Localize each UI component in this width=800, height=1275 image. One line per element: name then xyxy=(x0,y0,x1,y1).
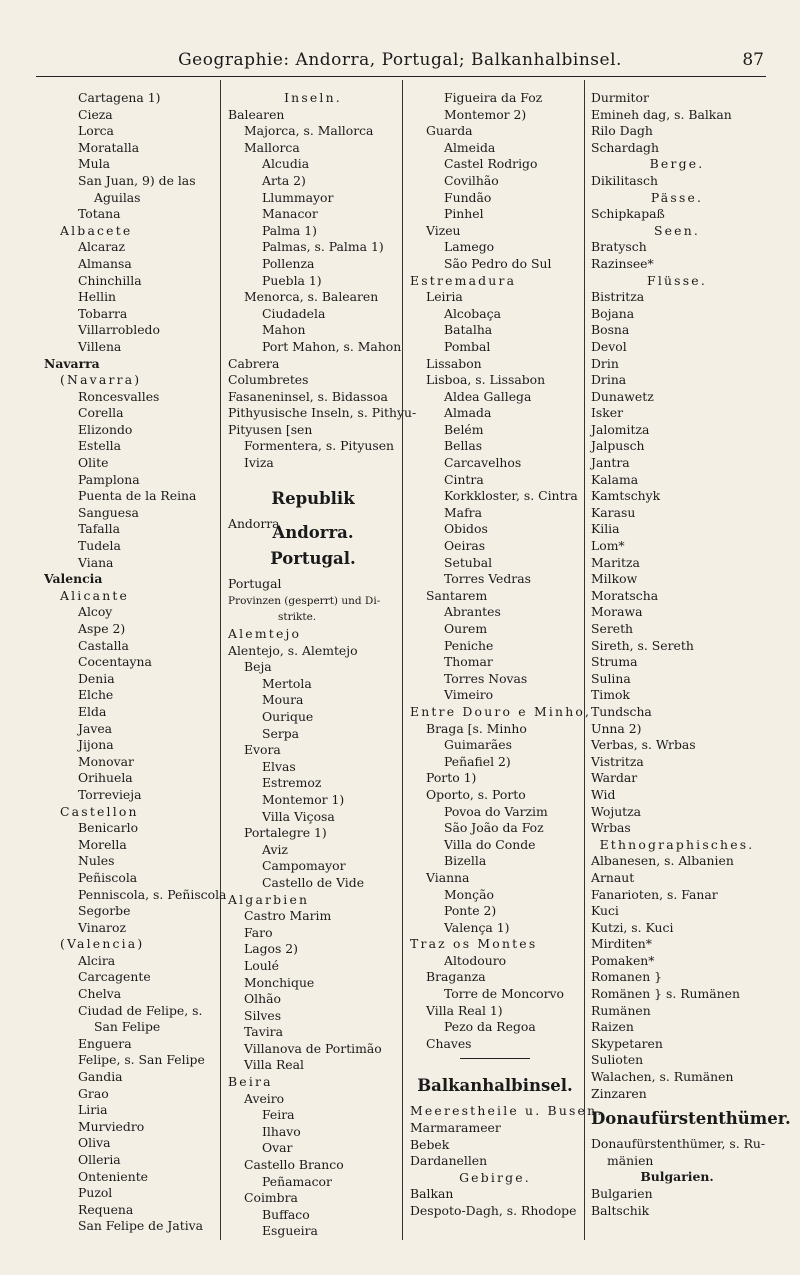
index-entry: Tudela xyxy=(78,538,121,554)
index-entry: Peñafiel 2) xyxy=(444,753,511,769)
index-entry: Sulina xyxy=(591,670,631,686)
index-entry: Braganza xyxy=(426,969,486,985)
index-entry: Ponte 2) xyxy=(444,903,497,919)
index-entry: Iviza xyxy=(244,455,274,471)
index-entry: Elche xyxy=(78,687,114,703)
subsection-heading: Gebirge. xyxy=(459,1169,531,1185)
index-entry: Jantra xyxy=(591,455,630,471)
index-entry: Pityusen [sen xyxy=(228,421,313,437)
index-entry: Columbretes xyxy=(228,372,309,388)
index-entry: Torre de Moncorvo xyxy=(444,986,564,1002)
index-entry: Romänen } s. Rumänen xyxy=(591,986,740,1002)
index-entry: Dikilitasch xyxy=(591,172,658,188)
index-entry: Fasaneninsel, s. Bidassoa xyxy=(228,388,388,404)
index-entry: Obidos xyxy=(444,521,488,537)
index-entry: Tafalla xyxy=(78,521,120,537)
index-entry: Puenta de la Reina xyxy=(78,488,197,504)
index-entry: Wojutza xyxy=(591,803,642,819)
index-entry: Braga [s. Minho xyxy=(426,720,527,736)
index-entry: Altodouro xyxy=(444,952,507,968)
index-entry: Estremoz xyxy=(262,775,322,791)
index-entry: Gandia xyxy=(78,1069,123,1085)
index-entry: Timok xyxy=(591,687,630,703)
index-entry: Cabrera xyxy=(228,355,280,371)
subsection-heading: Inseln. xyxy=(284,90,342,105)
index-entry: Ovar xyxy=(262,1140,293,1156)
index-entry: Faro xyxy=(244,924,273,940)
index-entry: Fanarioten, s. Fanar xyxy=(591,886,718,902)
index-entry: Campomayor xyxy=(262,858,346,874)
index-entry: Emineh dag, s. Balkan xyxy=(591,106,732,122)
index-entry: Cintra xyxy=(444,471,484,487)
index-entry: Puebla 1) xyxy=(262,272,322,288)
index-entry: Moratscha xyxy=(591,587,659,603)
index-entry: Guarda xyxy=(426,123,473,139)
index-entry: Elvas xyxy=(262,758,296,774)
index-entry: Javea xyxy=(78,720,113,736)
index-entry: Ilhavo xyxy=(262,1123,301,1139)
index-entry: Castello de Vide xyxy=(262,874,365,890)
index-entry: Montemor 2) xyxy=(444,106,527,122)
index-entry: Ourem xyxy=(444,621,488,636)
index-entry: Feira xyxy=(262,1107,295,1123)
index-entry: Chelva xyxy=(78,986,122,1002)
index-entry: Beira xyxy=(228,1074,273,1090)
index-entry: Lom* xyxy=(591,538,625,554)
index-entry: Dardanellen xyxy=(410,1153,488,1169)
index-entry: Bebek xyxy=(410,1136,450,1152)
index-entry: Pamplona xyxy=(78,471,140,487)
index-entry: Alcobaça xyxy=(444,305,501,321)
index-entry: Carcavelhos xyxy=(444,455,522,471)
index-entry: Ciudadela xyxy=(262,305,326,321)
index-entry: Guimarães xyxy=(444,737,512,753)
index-entry: Montemor 1) xyxy=(262,791,345,807)
index-entry: (Valencia) xyxy=(60,936,145,952)
index-entry: Donaufürstenthümer, s. Ru- xyxy=(591,1136,766,1152)
region-heading: Valencia xyxy=(44,571,103,587)
column-divider xyxy=(402,80,403,1240)
index-entry: Drina xyxy=(591,372,627,388)
page-title: Geographie: Andorra, Portugal; Balkanhalbinsel. xyxy=(178,50,622,70)
index-entry: Wardar xyxy=(591,770,638,786)
index-entry: Tundscha xyxy=(591,703,652,719)
index-entry: Wid xyxy=(591,786,616,802)
index-entry: (Navarra) xyxy=(60,372,142,388)
index-entry: Lamego xyxy=(444,239,495,255)
index-entry: Portalegre 1) xyxy=(244,825,327,841)
index-entry: Sireth, s. Sereth xyxy=(591,637,694,653)
index-entry: Schardagh xyxy=(591,139,659,155)
section-heading: Republik Andorra. xyxy=(271,488,355,542)
index-entry: Arta 2) xyxy=(262,172,306,188)
subsection-heading: Berge. xyxy=(649,156,705,172)
index-entry: Beja xyxy=(244,659,272,675)
index-entry: Wrbas xyxy=(591,820,631,836)
index-entry: Roncesvalles xyxy=(78,388,160,404)
index-entry: Totana xyxy=(78,206,121,222)
header-rule xyxy=(36,76,766,77)
index-entry: Puzol xyxy=(78,1185,113,1201)
index-entry: Albanesen, s. Albanien xyxy=(591,853,734,869)
index-entry: Traz os Montes xyxy=(410,936,538,952)
column-divider xyxy=(220,80,221,1240)
index-entry: Pollenza xyxy=(262,255,315,271)
index-entry: Lissabon xyxy=(426,355,482,371)
index-entry: Villa Real 1) xyxy=(426,1002,503,1018)
index-entry: Porto 1) xyxy=(426,770,477,786)
index-entry: San Felipe xyxy=(94,1019,161,1035)
index-entry: Alemtejo xyxy=(228,626,302,642)
index-entry: Zinzaren xyxy=(591,1085,647,1101)
index-entry: Corella xyxy=(78,405,124,421)
index-entry: Elda xyxy=(78,703,107,719)
index-entry: Villena xyxy=(78,338,122,354)
index-entry: Schipkapaß xyxy=(591,206,665,222)
subsection-heading: Flüsse. xyxy=(647,272,707,288)
index-entry: Abrantes xyxy=(444,604,501,620)
column-divider xyxy=(584,80,585,1240)
index-entry: Evora xyxy=(244,742,281,758)
index-entry: mänien xyxy=(607,1152,654,1168)
index-entry: Unna 2) xyxy=(591,720,642,736)
index-column-4 xyxy=(591,90,791,1219)
index-entry: Skypetaren xyxy=(591,1035,663,1051)
index-entry: Sulioten xyxy=(591,1052,644,1068)
index-entry: Tobarra xyxy=(78,305,128,321)
index-entry: Viana xyxy=(78,554,114,570)
index-entry: Kalama xyxy=(591,471,639,487)
index-entry: Bulgarien xyxy=(591,1186,653,1201)
index-entry: Andorra xyxy=(228,515,280,531)
index-entry: Castel Rodrigo xyxy=(444,156,538,172)
index-entry: Olite xyxy=(78,455,109,471)
index-entry: Karasu xyxy=(591,504,636,520)
index-entry: Balearen xyxy=(228,106,285,122)
index-entry: Hellin xyxy=(78,289,117,305)
index-entry: Peniche xyxy=(444,637,494,653)
index-entry: Dunawetz xyxy=(591,388,654,404)
index-entry: Arnaut xyxy=(591,869,635,885)
index-entry: Figueira da Foz xyxy=(444,90,543,105)
index-entry: Raizen xyxy=(591,1019,634,1035)
page-number: 87 xyxy=(742,50,764,70)
index-entry: Aguilas xyxy=(94,189,141,205)
index-entry: Almeida xyxy=(444,139,496,155)
index-entry: Formentera, s. Pityusen xyxy=(244,438,395,454)
index-entry: Kilia xyxy=(591,521,620,537)
index-entry: Bistritza xyxy=(591,289,645,305)
index-entry: Oliva xyxy=(78,1135,111,1151)
index-entry: Enguera xyxy=(78,1035,132,1051)
index-column-1 xyxy=(44,90,227,1235)
index-entry: Pomaken* xyxy=(591,952,655,968)
index-entry: Oporto, s. Porto xyxy=(426,786,526,802)
index-entry: Vimeiro xyxy=(444,687,494,703)
index-entry: Grao xyxy=(78,1085,109,1101)
index-entry: Buffaco xyxy=(262,1206,310,1222)
index-entry: Batalha xyxy=(444,322,493,338)
index-entry: Ciudad de Felipe, s. xyxy=(78,1002,203,1018)
index-entry: Alcudia xyxy=(262,156,310,172)
index-entry: Valença 1) xyxy=(444,919,510,935)
index-entry: Lagos 2) xyxy=(244,941,299,957)
index-entry: Chaves xyxy=(426,1035,472,1051)
section-heading: Portugal. xyxy=(270,549,356,569)
index-entry: Bizella xyxy=(444,853,487,869)
index-entry: Segorbe xyxy=(78,903,131,919)
index-entry: Jijona xyxy=(78,737,114,753)
index-entry: Ourique xyxy=(262,709,314,724)
spacer xyxy=(228,472,398,482)
index-entry: Jalpusch xyxy=(591,438,645,454)
index-entry: Entre Douro e Minho, xyxy=(410,703,592,719)
index-entry: Carcagente xyxy=(78,969,151,985)
index-entry: Algarbien xyxy=(228,891,310,907)
index-entry: Baltschik xyxy=(591,1202,650,1218)
index-entry: Portugal xyxy=(228,576,282,592)
index-entry: Moura xyxy=(262,692,304,708)
index-entry: Alcaraz xyxy=(78,239,126,255)
index-entry: Castro Marim xyxy=(244,908,332,924)
index-entry: Isker xyxy=(591,405,624,421)
index-entry: Kuci xyxy=(591,903,619,919)
index-entry: Lorca xyxy=(78,123,114,139)
index-entry: Mula xyxy=(78,156,111,172)
index-entry: Torrevieja xyxy=(78,786,142,802)
index-entry: Requena xyxy=(78,1201,134,1217)
index-entry: Bratysch xyxy=(591,239,647,255)
index-entry: Thomar xyxy=(444,654,493,670)
index-entry: Palma 1) xyxy=(262,222,317,238)
index-entry: São Pedro do Sul xyxy=(444,255,552,271)
index-column-2 xyxy=(228,90,417,1240)
index-entry: Devol xyxy=(591,338,627,354)
index-entry: Peñamacor xyxy=(262,1173,332,1189)
index-entry: Cocentayna xyxy=(78,654,152,670)
index-entry: Coimbra xyxy=(244,1190,298,1206)
subsection-heading: Seen. xyxy=(653,222,701,238)
index-entry: Villa Viçosa xyxy=(262,808,335,824)
index-entry: Mirditen* xyxy=(591,936,652,952)
index-entry: Nules xyxy=(78,853,115,869)
index-entry: Cieza xyxy=(78,106,113,122)
index-entry: Torres Vedras xyxy=(444,571,531,587)
subsection-heading: Ethnographisches. xyxy=(599,836,755,852)
section-rule xyxy=(460,1058,530,1059)
index-entry: Drin xyxy=(591,355,619,371)
index-entry: Maritza xyxy=(591,554,640,570)
index-entry: Monção xyxy=(444,886,494,902)
index-entry: Loulé xyxy=(244,957,279,973)
index-entry: Silves xyxy=(244,1007,282,1023)
index-entry: Pinhel xyxy=(444,206,484,222)
index-entry: Esgueira xyxy=(262,1223,318,1239)
index-entry: Razinsee* xyxy=(591,255,654,271)
index-entry: São João da Foz xyxy=(444,820,544,836)
index-entry: Morawa xyxy=(591,604,643,620)
subsection-heading: Pässe. xyxy=(650,189,704,205)
index-entry: San Felipe de Jativa xyxy=(78,1218,204,1234)
index-entry: Villarrobledo xyxy=(78,322,160,338)
index-entry: Vizeu xyxy=(426,222,461,238)
index-entry: Milkow xyxy=(591,571,638,587)
index-entry: Almansa xyxy=(78,255,132,271)
index-entry: Bosna xyxy=(591,322,630,338)
index-entry: Aviz xyxy=(262,841,288,857)
index-entry: Port Mahon, s. Mahon xyxy=(262,338,402,354)
index-entry: Sereth xyxy=(591,621,634,636)
index-entry: Alicante xyxy=(60,587,130,603)
subsection-heading: Meerestheile u. Busen. xyxy=(410,1103,604,1119)
index-entry: Tavira xyxy=(244,1024,283,1040)
index-entry: Chinchilla xyxy=(78,272,142,288)
region-heading: Navarra xyxy=(44,355,100,371)
index-entry: Verbas, s. Wrbas xyxy=(591,737,696,753)
index-entry: Olhão xyxy=(244,991,281,1007)
index-entry: Monchique xyxy=(244,974,315,990)
index-entry: Llummayor xyxy=(262,189,334,205)
section-heading: Balkanhalbinsel. xyxy=(417,1076,573,1096)
index-entry: Bojana xyxy=(591,305,635,321)
index-entry: Mertola xyxy=(262,675,312,691)
index-entry: Morella xyxy=(78,836,127,852)
index-entry: Jalomitza xyxy=(591,421,650,437)
index-entry: Korkkloster, s. Cintra xyxy=(444,488,578,504)
section-heading: Donaufürstenthümer. xyxy=(591,1109,791,1129)
index-entry: Santarem xyxy=(426,587,488,603)
index-entry: Villa Real xyxy=(244,1057,304,1073)
subsection-heading: Bulgarien. xyxy=(640,1169,714,1185)
index-entry: Torres Novas xyxy=(444,670,528,686)
index-entry: Felipe, s. San Felipe xyxy=(78,1052,205,1068)
index-entry: Estella xyxy=(78,438,122,454)
index-entry: Alcira xyxy=(78,952,116,968)
page-header xyxy=(0,46,800,76)
index-entry: Mafra xyxy=(444,504,482,520)
index-entry: Vinaroz xyxy=(78,919,126,935)
index-entry: Pezo da Regoa xyxy=(444,1019,536,1035)
index-entry: Balkan xyxy=(410,1186,454,1202)
index-entry: Elizondo xyxy=(78,421,133,437)
index-entry: Alentejo, s. Alemtejo xyxy=(228,642,358,658)
index-entry: Vianna xyxy=(426,869,470,885)
index-entry: strikte. xyxy=(278,611,317,624)
index-entry: Belém xyxy=(444,421,484,437)
index-entry: Castello Branco xyxy=(244,1157,344,1173)
index-entry: Penniscola, s. Peñiscola xyxy=(78,886,227,902)
index-entry: Castalla xyxy=(78,637,129,653)
index-entry: Setubal xyxy=(444,554,493,570)
index-entry: Oeiras xyxy=(444,538,486,554)
index-entry: Almada xyxy=(444,405,492,421)
index-entry: Orihuela xyxy=(78,770,133,786)
index-entry: Aveiro xyxy=(244,1090,285,1106)
index-entry: Vistritza xyxy=(591,753,644,769)
index-entry: Pithyusische Inseln, s. Pithyu- xyxy=(228,405,417,421)
index-entry: Moratalla xyxy=(78,139,140,155)
index-entry: Bellas xyxy=(444,438,483,454)
index-entry: Aspe 2) xyxy=(78,621,126,636)
index-entry: Sanguesa xyxy=(78,504,139,520)
index-entry: Fundão xyxy=(444,189,492,205)
index-entry: Albacete xyxy=(60,222,133,238)
index-entry: Mahon xyxy=(262,322,306,338)
index-entry: Alcoy xyxy=(78,604,113,620)
index-entry: Marmarameer xyxy=(410,1120,501,1136)
index-entry: Villanova de Portimão xyxy=(244,1040,382,1056)
index-entry: Peñiscola xyxy=(78,869,138,885)
index-entry: Kutzi, s. Kuci xyxy=(591,919,674,935)
index-entry: Rumänen xyxy=(591,1002,651,1018)
index-entry: Palmas, s. Palma 1) xyxy=(262,239,384,255)
index-entry: Provinzen (gesperrt) und Di- xyxy=(228,594,381,607)
index-entry: Onteniente xyxy=(78,1168,149,1184)
index-entry: Cartagena 1) xyxy=(78,90,161,105)
index-entry: Povoa do Varzim xyxy=(444,803,548,819)
index-entry: Denia xyxy=(78,670,115,686)
index-entry: Manacor xyxy=(262,206,318,222)
index-entry: Estremadura xyxy=(410,272,517,288)
index-entry: Struma xyxy=(591,654,638,670)
index-entry: Castellon xyxy=(60,803,139,819)
index-entry: Romanen } xyxy=(591,969,663,985)
index-entry: Covilhão xyxy=(444,172,499,188)
index-entry: Durmitor xyxy=(591,90,649,105)
index-entry: Menorca, s. Balearen xyxy=(244,289,379,305)
index-entry: Liria xyxy=(78,1102,108,1118)
index-entry: Monovar xyxy=(78,753,134,769)
index-entry: Benicarlo xyxy=(78,820,139,836)
index-entry: Rilo Dagh xyxy=(591,123,653,139)
index-entry: Walachen, s. Rumänen xyxy=(591,1069,734,1085)
index-entry: Olleria xyxy=(78,1152,121,1167)
index-entry: Aldea Gallega xyxy=(444,388,532,404)
index-entry: Pombal xyxy=(444,338,491,354)
index-entry: Serpa xyxy=(262,725,300,741)
index-entry: Lisboa, s. Lissabon xyxy=(426,372,546,388)
index-entry: Despoto-Dagh, s. Rhodope xyxy=(410,1203,577,1218)
index-entry: Villa do Conde xyxy=(444,836,536,852)
index-entry: Majorca, s. Mallorca xyxy=(244,123,374,139)
index-entry: Mallorca xyxy=(244,139,300,155)
index-entry: San Juan, 9) de las xyxy=(78,172,196,188)
index-entry: Kamtschyk xyxy=(591,488,661,504)
index-entry: Leiria xyxy=(426,289,463,305)
index-entry: Murviedro xyxy=(78,1118,145,1134)
